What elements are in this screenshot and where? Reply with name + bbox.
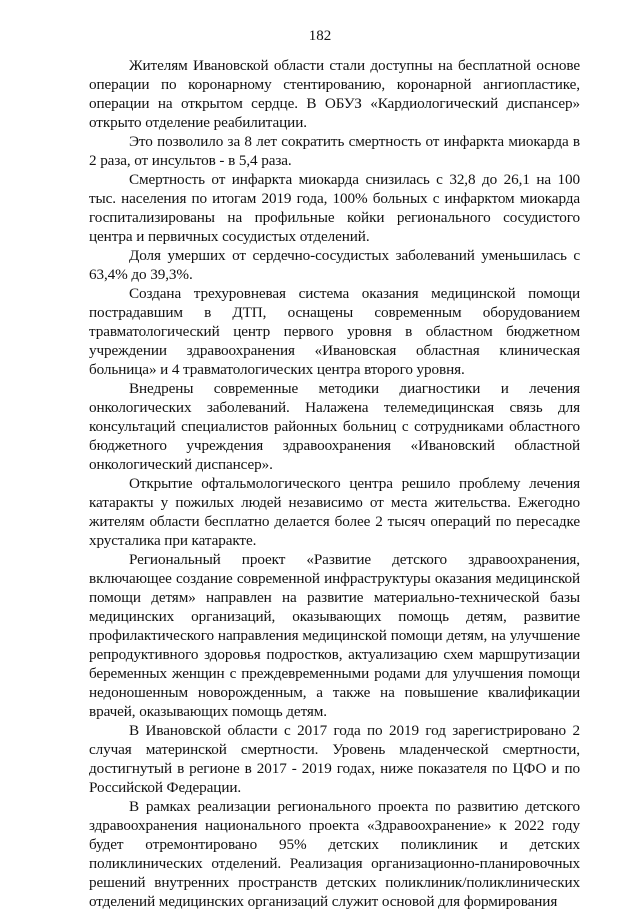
paragraph-cardiac-surgery: Жителям Ивановской области стали доступны на бесплатной основе операции по коронарному стентированию, коронарной ангиопластике, операции на открытом сердце. В ОБУЗ «Кардиологический диспансер» открыто отделение реабилитации. xyxy=(89,57,580,131)
paragraph-infarction-mortality: Смертность от инфаркта миокарда снизилась с 32,8 до 26,1 на 100 тыс. населения по итогам 2019 года, 100% больных с инфарктом миокарда госпитализированы на профильные койки регионального сосудистого центра и первичных сосудистых отделений. xyxy=(89,171,580,245)
page-number: 182 xyxy=(308,28,332,44)
paragraph-ophthalmology: Открытие офтальмологического центра решило проблему лечения катаракты у пожилых людей независимо от места жительства. Ежегодно жителям области бесплатно делается более 2 тысяч операций по пересадке хрусталика при катаракте. xyxy=(89,475,580,549)
paragraph-maternal-mortality: В Ивановской области с 2017 года по 2019 год зарегистрировано 2 случая материнской смертности. Уровень младенческой смертности, достигнутый в регионе в 2017 - 2019 годах, ниже показателя по ЦФО и по Российской Федерации. xyxy=(89,722,580,796)
paragraph-polyclinic-renovation: В рамках реализации регионального проекта по развитию детского здравоохранения национального проекта «Здравоохранение» к 2022 году будет отремонтировано 95% детских поликлиник и детских поликлинических отделений. Реализация организационно-планировочных решений внутренних пространств детских поликлиник/поликлинических отделений медицинских организаций служит основой для формирования xyxy=(89,798,580,910)
paragraph-mortality-reduction: Это позволило за 8 лет сократить смертность от инфаркта миокарда в 2 раза, от инсультов - в 5,4 раза. xyxy=(89,133,580,169)
paragraph-trauma-system: Создана трехуровневая система оказания медицинской помощи пострадавшим в ДТП, оснащены современным оборудованием травматологический центр первого уровня в областном бюджетном учреждении здравоохранения «Ивановская областная клиническая больница» и 4 травматологических центра второго уровня. xyxy=(89,285,580,378)
paragraph-cardiovascular-deaths: Доля умерших от сердечно-сосудистых заболеваний уменьшилась с 63,4% до 39,3%. xyxy=(89,247,580,283)
document-body xyxy=(89,56,580,911)
paragraph-child-healthcare-project: Региональный проект «Развитие детского здравоохранения, включающее создание современной инфраструктуры оказания медицинской помощи детям» направлен на развитие материально-технической базы медицинских организаций, оказывающих помощь детям, развитие профилактического направления медицинской помощи детям, на улучшение репродуктивного здоровья подростков, актуализацию схем маршрутизации беременных женщин с преждевременными родами для улучшения помощи недоношенным новорожденным, а также на повышение квалификации врачей, оказывающих помощь детям. xyxy=(89,551,580,720)
paragraph-oncology: Внедрены современные методики диагностики и лечения онкологических заболеваний. Налажена телемедицинская связь для консультаций специалистов районных больниц с сотрудниками областного бюджетного учреждения здравоохранения «Ивановский областной онкологический диспансер». xyxy=(89,380,580,473)
